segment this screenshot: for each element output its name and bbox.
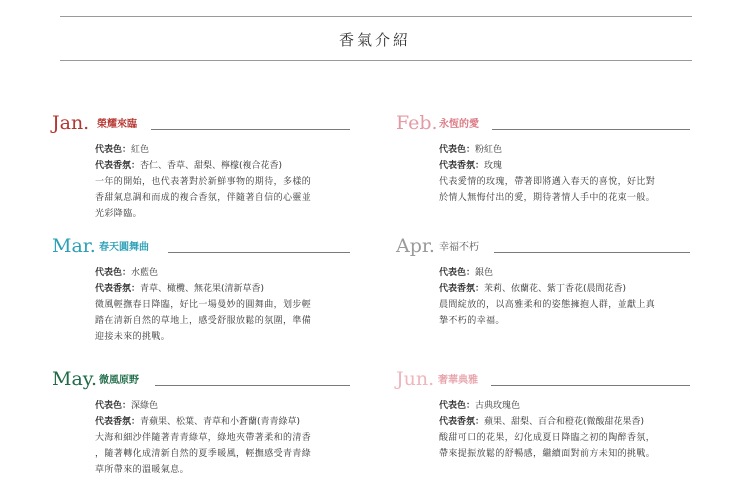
scent-label: 代表香氛： xyxy=(439,284,485,294)
description-line: ，隨著轉化成清新自然的夏季暖風，輕撫感受青青綠 xyxy=(95,449,312,459)
description-line: 草所帶來的溫暖氣息。 xyxy=(95,465,190,475)
scent-label: 代表香氛： xyxy=(439,417,485,427)
scent-value: 杏仁、香草、甜梨、檸檬(複合花香) xyxy=(140,161,283,171)
month-abbr: Feb. xyxy=(396,112,438,134)
color-row xyxy=(95,142,352,158)
description-line: 於情人無悔付出的愛，期待著情人手中的花束一般。 xyxy=(439,193,656,203)
month-card-apr xyxy=(396,231,696,329)
month-card-jan xyxy=(52,108,352,222)
scent-row xyxy=(95,414,352,430)
month-heading xyxy=(52,364,352,390)
month-card-mar xyxy=(52,231,352,345)
month-heading xyxy=(396,231,696,257)
month-body xyxy=(396,390,696,462)
color-row xyxy=(95,265,352,281)
month-abbr: Jun. xyxy=(396,368,435,390)
month-body xyxy=(52,257,352,345)
color-row xyxy=(439,142,696,158)
description-line: 酸甜可口的花果，幻化成夏日降臨之初的陶醉香氛， xyxy=(439,433,656,443)
color-value: 紅色 xyxy=(131,145,150,155)
scent-value: 茉莉、依蘭花、紫丁香花(晨間花香) xyxy=(484,284,627,294)
color-row xyxy=(439,398,696,414)
month-theme: 榮耀來臨 xyxy=(97,119,137,130)
description xyxy=(95,430,352,478)
scent-value: 青草、橄欖、無花果(清新草香) xyxy=(140,284,265,294)
color-value: 古典玫瑰色 xyxy=(475,401,521,411)
description-line: 光彩降臨。 xyxy=(95,209,143,219)
scent-value: 玫瑰 xyxy=(484,161,503,171)
month-body xyxy=(52,390,352,478)
description-line: 微風輕撫春日降臨，好比一場曼妙的圓舞曲，划步輕 xyxy=(95,300,312,310)
color-label: 代表色： xyxy=(95,268,132,278)
page-header xyxy=(0,0,750,70)
month-rule xyxy=(494,252,690,253)
description-line: 代表愛情的玫瑰，帶著即將邁入春天的喜悅，好比對 xyxy=(439,177,656,187)
month-theme: 永恆的愛 xyxy=(439,119,479,130)
color-label: 代表色： xyxy=(439,268,476,278)
month-rule xyxy=(491,385,690,386)
description xyxy=(95,174,352,222)
description-line: 一年的開始，也代表著對於新鮮事物的期待，多樣的 xyxy=(95,177,312,187)
month-rule xyxy=(492,129,690,130)
description-line: 踏在清新自然的草地上，感受舒服放鬆的氛圍，準備 xyxy=(95,316,312,326)
scent-value: 蘋果、甜梨、百合和橙花(微酸甜花果香) xyxy=(484,417,645,427)
month-abbr: Mar. xyxy=(52,235,96,257)
month-rule xyxy=(155,385,350,386)
description xyxy=(439,297,696,329)
scent-row xyxy=(95,281,352,297)
color-label: 代表色： xyxy=(95,401,132,411)
scent-row xyxy=(439,281,696,297)
month-theme: 幸福不朽 xyxy=(439,242,479,253)
color-label: 代表色： xyxy=(95,145,132,155)
month-abbr: May. xyxy=(52,368,98,390)
description-line: 香甜氣息調和而成的複合香氛，伴隨著自信的心靈並 xyxy=(95,193,312,203)
scent-label: 代表香氛： xyxy=(95,417,141,427)
description xyxy=(95,297,352,345)
color-row xyxy=(95,398,352,414)
scent-label: 代表香氛： xyxy=(439,161,485,171)
top-rule xyxy=(60,16,692,17)
month-body xyxy=(52,134,352,222)
month-heading xyxy=(396,364,696,390)
description xyxy=(439,430,696,462)
color-row xyxy=(439,265,696,281)
color-value: 銀色 xyxy=(475,268,494,278)
month-body xyxy=(396,257,696,329)
description-line: 迎接未來的挑戰。 xyxy=(95,332,171,342)
description-line: 大海和細沙伴隨著青青綠草，綠地夾帶著柔和的清香 xyxy=(95,433,312,443)
color-value: 水藍色 xyxy=(131,268,159,278)
scent-label: 代表香氛： xyxy=(95,161,141,171)
month-abbr: Apr. xyxy=(396,235,435,257)
description-line: 帶來提振放鬆的舒暢感，繼續面對前方未知的挑戰。 xyxy=(439,449,656,459)
month-rule xyxy=(151,129,350,130)
description xyxy=(439,174,696,206)
scent-row xyxy=(95,158,352,174)
month-heading xyxy=(396,108,696,134)
scent-row xyxy=(439,414,696,430)
month-theme: 春天圓舞曲 xyxy=(99,242,149,253)
month-card-may xyxy=(52,364,352,478)
month-theme: 微風原野 xyxy=(99,375,139,386)
title-underline xyxy=(60,60,692,61)
description-line: 晨間綻放的，以高雅柔和的姿態擁抱人群，並獻上真 xyxy=(439,300,656,310)
scent-row xyxy=(439,158,696,174)
color-value: 深綠色 xyxy=(131,401,159,411)
month-abbr: Jan. xyxy=(52,112,90,134)
month-theme: 奢華典雅 xyxy=(438,375,478,386)
month-body xyxy=(396,134,696,206)
month-card-feb xyxy=(396,108,696,206)
description-line: 摯不朽的幸福。 xyxy=(439,316,505,326)
color-label: 代表色： xyxy=(439,401,476,411)
scent-value: 青蘋果、松葉、青草和小蒼蘭(青青綠草) xyxy=(140,417,301,427)
month-heading xyxy=(52,231,352,257)
month-rule xyxy=(168,252,350,253)
page-title: 香氣介紹 xyxy=(338,31,411,49)
scent-label: 代表香氛： xyxy=(95,284,141,294)
month-heading xyxy=(52,108,352,134)
color-label: 代表色： xyxy=(439,145,476,155)
month-card-jun xyxy=(396,364,696,462)
color-value: 粉紅色 xyxy=(475,145,503,155)
